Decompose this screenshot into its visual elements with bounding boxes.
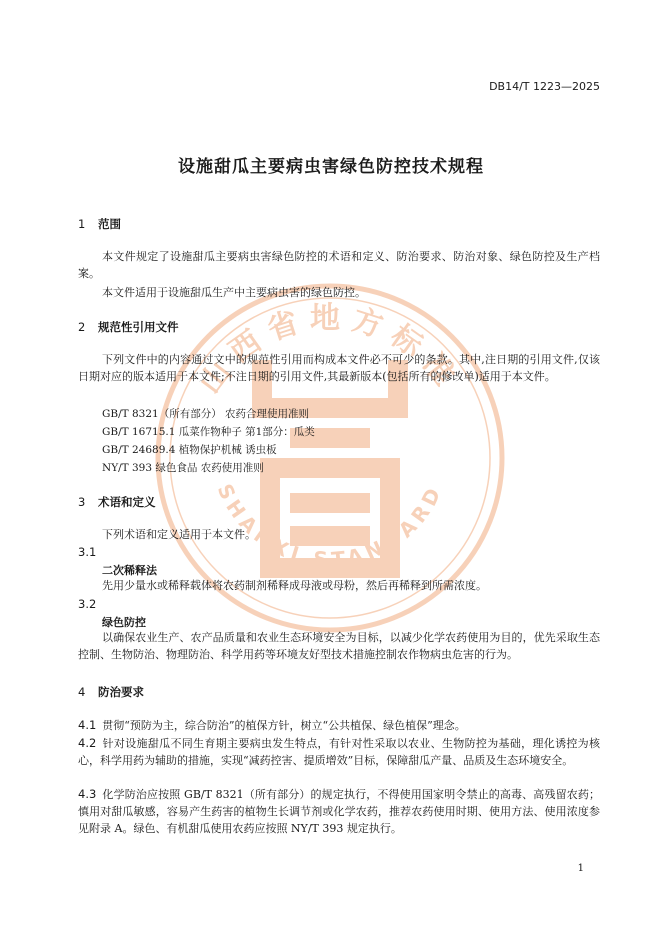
section-number: 2 xyxy=(78,320,86,334)
svg-text:山西省地方标准 xyxy=(193,301,468,400)
seal-bottom-text: SHANXI STANDARD xyxy=(212,479,448,572)
section-title: 范围 xyxy=(98,217,121,231)
paragraph: 本文件规定了设施甜瓜主要病虫害绿色防控的术语和定义、防治要求、防治对象、绿色防控及生产档案。 xyxy=(78,250,600,280)
section-3-heading xyxy=(78,494,156,510)
item-text: 针对设施甜瓜不同生育期主要病虫发生特点，有针对性采取以农业、生物防控为基础，理化诱控为核心，科学用药为辅助的措施，实现“减药控害、提质增效”目标，保障甜瓜产量、品质及生态环境安全。 xyxy=(78,737,600,767)
section-1-heading xyxy=(78,216,121,232)
seal-top-text: 山西省地方标准 xyxy=(192,301,468,401)
section-number: 4 xyxy=(78,685,86,699)
item-text: 化学防治应按照 GB/T 8321（所有部分）的规定执行，不得使用国家明令禁止的高毒、高残留农药；慎用对甜瓜敏感，容易产生药害的植物生长调节剂或化学农药，推荐农药使用时期、使用方法、使用浓度参见附录 A。绿色、有机甜瓜使用农药应按照 NY/T 393 规定执行。 xyxy=(78,788,600,835)
requirement-item xyxy=(78,735,600,769)
section-title: 术语和定义 xyxy=(98,495,156,509)
standard-code: DB14/T 1223—2025 xyxy=(489,80,600,93)
paragraph: 本文件适用于设施甜瓜生产中主要病虫害的绿色防控。 xyxy=(102,286,366,299)
requirement-item xyxy=(78,717,600,734)
section-number: 3 xyxy=(78,495,86,509)
section-number: 1 xyxy=(78,217,86,231)
term-number: 3.1 xyxy=(78,545,97,559)
item-text: 贯彻“预防为主，综合防治”的植保方针，树立“公共植保、绿色植保”理念。 xyxy=(102,719,466,732)
term-name: 绿色防控 xyxy=(102,616,146,629)
page-number: 1 xyxy=(577,863,584,874)
section-title: 防治要求 xyxy=(98,685,144,699)
document-title: 设施甜瓜主要病虫害绿色防控技术规程 xyxy=(178,157,484,177)
reference-item: GB/T 24689.4 植物保护机械 诱虫板 xyxy=(102,444,277,456)
section-title: 规范性引用文件 xyxy=(98,320,179,334)
term-definition: 以确保农业生产、农产品质量和农业生态环境安全为目标，以减少化学农药使用为目的，优先采取生态控制、生物防治、物理防治、科学用药等环境友好型技术措施控制农作物病虫危害的行为。 xyxy=(78,631,600,661)
reference-item: GB/T 16715.1 瓜菜作物种子 第1部分：瓜类 xyxy=(102,426,315,438)
section-2-heading xyxy=(78,319,179,335)
item-number: 4.3 xyxy=(78,787,97,801)
paragraph: 下列术语和定义适用于本文件。 xyxy=(102,528,256,541)
term-number: 3.2 xyxy=(78,597,97,611)
item-number: 4.1 xyxy=(78,718,97,732)
item-number: 4.2 xyxy=(78,736,97,750)
reference-item: GB/T 8321（所有部分） 农药合理使用准则 xyxy=(102,408,310,420)
requirement-item xyxy=(78,786,600,837)
paragraph: 下列文件中的内容通过文中的规范性引用而构成本文件必不可少的条款。其中,注日期的引用文件,仅该日期对应的版本适用于本文件;不注日期的引用文件,其最新版本(包括所有的修改单)适用于本文件。 xyxy=(78,353,600,383)
term-name: 二次稀释法 xyxy=(102,564,157,577)
svg-text:SHANXI STANDARD xyxy=(213,480,448,572)
reference-item: NY/T 393 绿色食品 农药使用准则 xyxy=(102,462,264,474)
term-definition: 先用少量水或稀释载体将农药制剂稀释成母液或母粉，然后再稀释到所需浓度。 xyxy=(102,579,487,592)
section-4-heading xyxy=(78,684,144,700)
